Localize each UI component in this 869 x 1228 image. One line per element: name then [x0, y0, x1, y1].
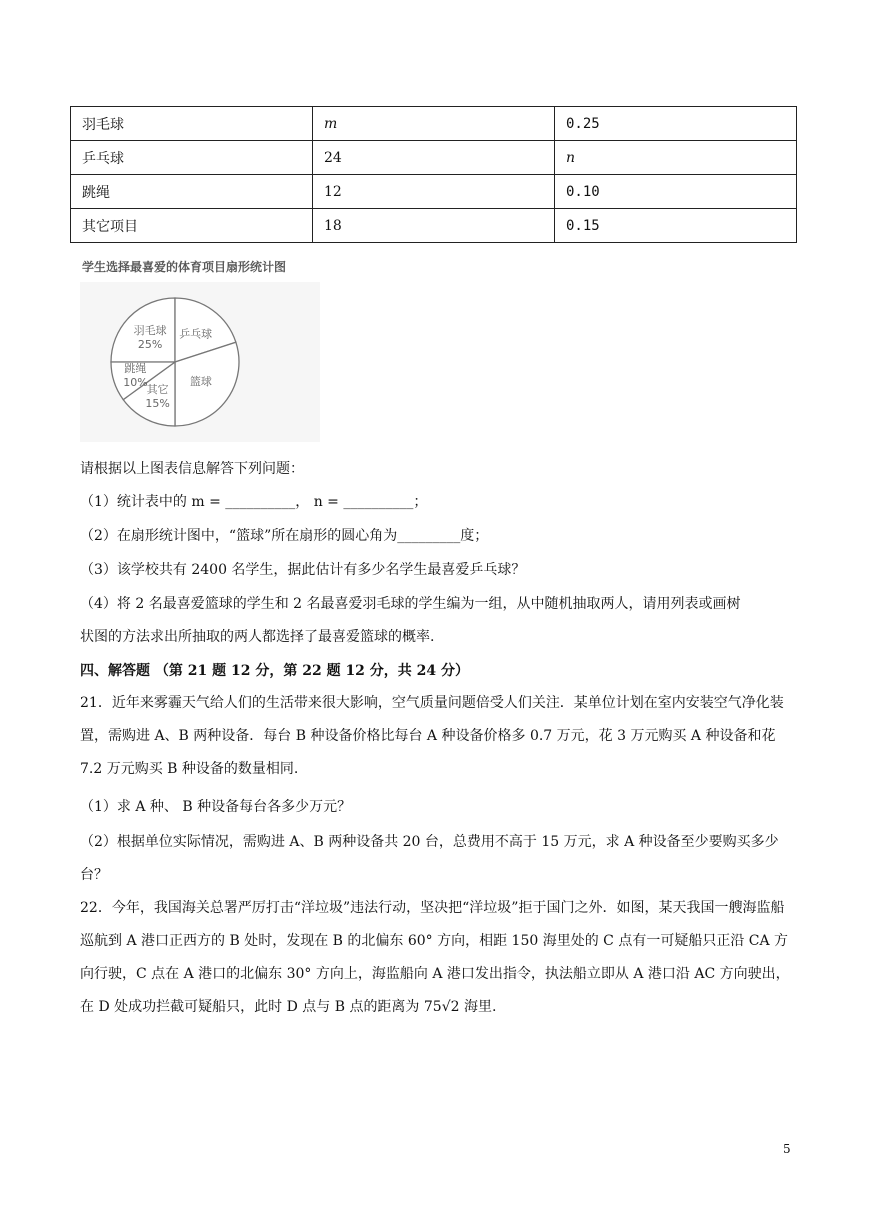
q21-text: 21．近年来雾霾天气给人们的生活带来很大影响，空气质量问题倍受人们关注．某单位计划在室内安装空气净化装置，需购进 A、B 两种设备．每台 B 种设备价格比每台 A 种设备价格多 0.7 万元，花 3 万元购买 A 种设备和花 7.2 万元购买 B 种设备的数量相同. — [80, 695, 784, 777]
q21-sub2: （2）根据单位实际情况，需购进 A、B 两种设备共 20 台，总费用不高于 15 万元，求 A 种设备至少要购买多少台？ — [80, 834, 779, 883]
table-row — [71, 209, 797, 243]
pie-slice-label: 乒乓球 — [179, 327, 213, 341]
question-4-line2: 状图的方法求出所抽取的两人都选择了最喜爱篮球的概率. — [80, 629, 435, 645]
table-cell-name: 乒乓球 — [71, 141, 313, 175]
table-cell-name: 其它项目 — [71, 209, 313, 243]
question-3: （3）该学校共有 2400 名学生，据此估计有多少名学生最喜爱乒乓球？ — [80, 562, 526, 578]
table-cell-freq: n — [555, 141, 797, 175]
pie-value-label: 10% — [123, 375, 148, 389]
question-4-line1: （4）将 2 名最喜爱篮球的学生和 2 名最喜爱羽毛球的学生编为一组，从中随机抽取两人，请用列表或画树 — [80, 596, 741, 612]
table-row — [71, 141, 797, 175]
pie-value-label: 15% — [145, 397, 170, 411]
table-cell-freq: 0.15 — [555, 209, 797, 243]
question-1: （1）统计表中的 m = __________， n = __________； — [80, 494, 428, 510]
pie-slice-label: 羽毛球 — [133, 324, 167, 338]
pie-value-label: 25% — [137, 338, 163, 352]
pie-slice-label: 跳绳 — [124, 361, 147, 375]
question-2: （2）在扇形统计图中，“篮球”所在扇形的圆心角为_________度； — [80, 528, 489, 544]
table-cell-count: 12 — [313, 175, 555, 209]
table-cell-freq: 0.10 — [555, 175, 797, 209]
table-cell-count: 24 — [313, 141, 555, 175]
table-cell-count: 18 — [313, 209, 555, 243]
table-row — [71, 107, 797, 141]
table-cell-name: 跳绳 — [71, 175, 313, 209]
page-number: 5 — [783, 1142, 791, 1156]
table-cell-count: m — [313, 107, 555, 141]
pie-slice-label: 篮球 — [189, 374, 212, 388]
table-cell-freq: 0.25 — [555, 107, 797, 141]
questions-intro: 请根据以上图表信息解答下列问题： — [80, 461, 304, 477]
pie-slice-label: 其它 — [146, 383, 169, 397]
q21-sub1: （1）求 A 种、 B 种设备每台各多少万元？ — [80, 799, 352, 815]
table-cell-name: 羽毛球 — [71, 107, 313, 141]
section-heading: 四、解答题 （第 21 题 12 分，第 22 题 12 分，共 24 分） — [80, 663, 470, 679]
chart-title: 学生选择最喜爱的体育项目扇形统计图 — [82, 260, 287, 274]
table-row — [71, 175, 797, 209]
pie-chart — [80, 282, 320, 442]
stats-table — [70, 106, 797, 243]
q22-text: 22．今年，我国海关总署严厉打击“洋垃圾”违法行动，坚决把“洋垃圾”拒于国门之外．如图，某天我国一艘海监船巡航到 A 港口正西方的 B 处时，发现在 B 的北偏东 60° 方向，相距 150 海里处的 C 点有一可疑船只正沿 CA 方向行驶，C 点在 A 港口的北偏东 30° 方向上，海监船向 A 港口发出指令，执法船立即从 A 港口沿 AC 方向驶出，在 D 处成功拦截可疑船只，此时 D 点与 B 点的距离为 75√2 海里. — [80, 900, 790, 1015]
